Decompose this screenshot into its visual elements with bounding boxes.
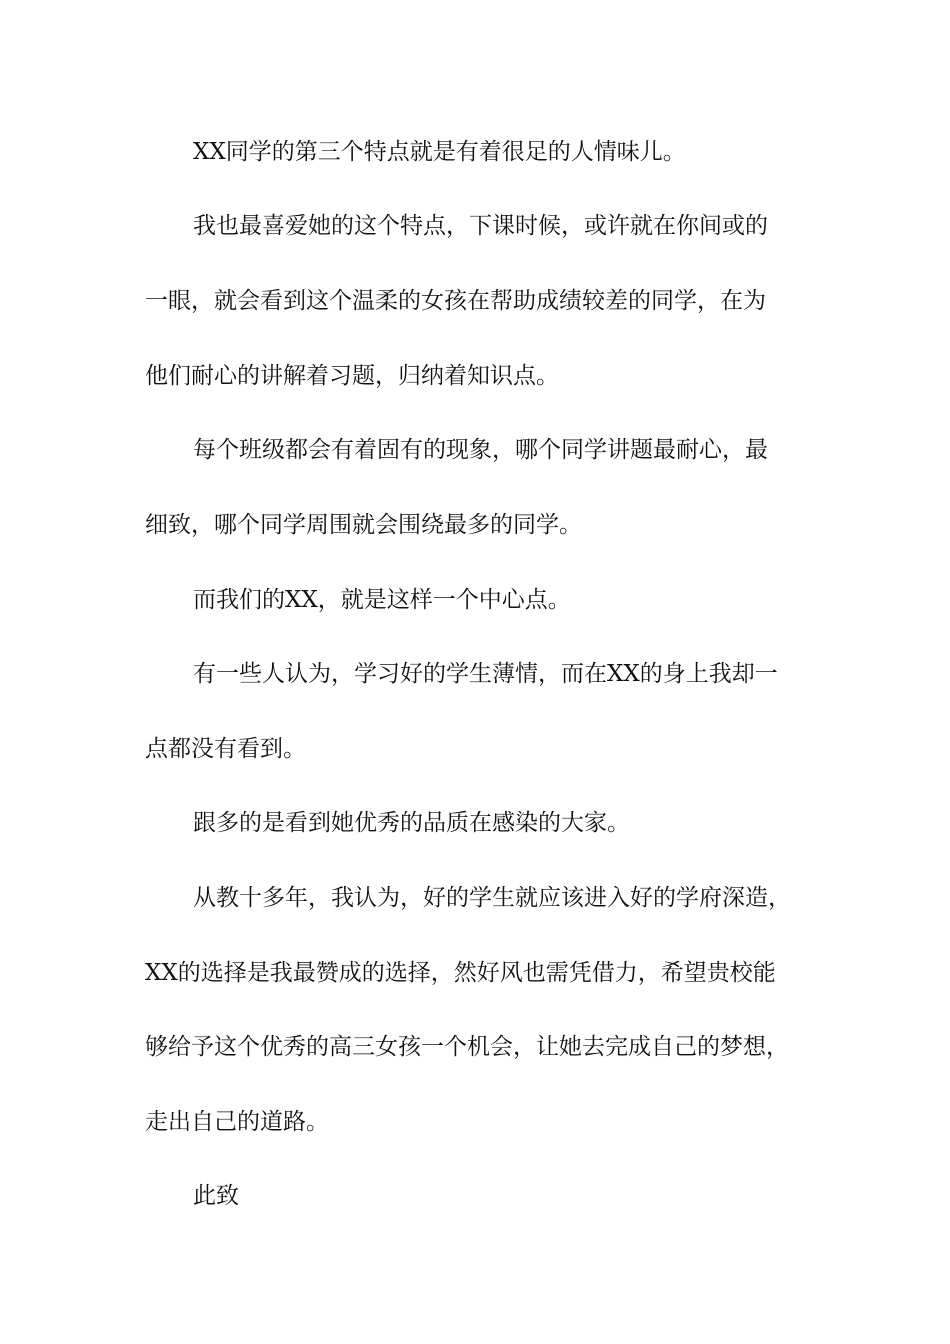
paragraph-line: 跟多的是看到她优秀的品质在感染的大家。 (193, 810, 630, 836)
paragraph-line: 细致，哪个同学周围就会围绕最多的同学。 (145, 512, 582, 538)
paragraph-line: 从教十多年，我认为，好的学生就应该进入好的学府深造， (193, 885, 791, 911)
paragraph-line: 每个班级都会有着固有的现象，哪个同学讲题最耐心，最 (193, 437, 768, 463)
paragraph-line: 点都没有看到。 (145, 736, 306, 762)
paragraph-line: 一眼，就会看到这个温柔的女孩在帮助成绩较差的同学，在为 (145, 288, 766, 314)
paragraph-line: 有一些人认为，学习好的学生薄情，而在XX的身上我却一 (193, 661, 778, 687)
paragraph-line: XX的选择是我最赞成的选择，然好风也需凭借力，希望贵校能 (145, 960, 776, 986)
paragraph-line: 我也最喜爱她的这个特点，下课时候，或许就在你间或的 (193, 213, 768, 239)
paragraph-line: 他们耐心的讲解着习题，归纳着知识点。 (145, 363, 559, 389)
paragraph-line: XX同学的第三个特点就是有着很足的人情味儿。 (193, 139, 686, 165)
closing-salutation: 此致 (193, 1183, 239, 1209)
paragraph-line: 够给予这个优秀的高三女孩一个机会，让她去完成自己的梦想， (145, 1034, 789, 1060)
paragraph-line: 走出自己的道路。 (145, 1109, 329, 1135)
paragraph-line: 而我们的XX，就是这样一个中心点。 (193, 587, 571, 613)
